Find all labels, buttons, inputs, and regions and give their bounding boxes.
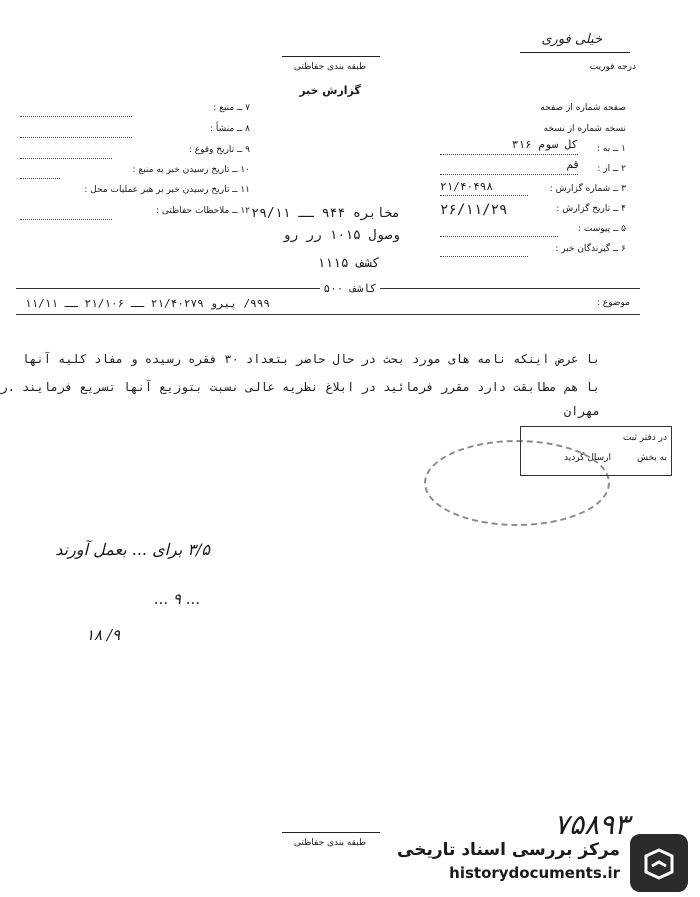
report-number-line [440, 195, 528, 196]
field-receipt-line [20, 178, 60, 179]
handwriting-line-2: ... ۹ ... [153, 590, 200, 608]
field-to: ۱ ــ به : [596, 144, 626, 154]
classification-line [282, 56, 380, 57]
classification-label: طبقه بندی حفاظتی [293, 62, 367, 72]
field-occurrence-date: ۹ ــ تاریخ وقوع : [188, 145, 250, 155]
typed-vosul: وصول ۱۰۱۵ رر رو [282, 228, 400, 243]
field-source-receipt-date: ۱۰ ــ تاریخ رسیدن خبر به منبع : [132, 165, 250, 175]
typed-ref-line: ۹۹۹/ پیرو ۲۱/۴۰۲۷۹ ــ ۲۱/۱۰۶ ــ ۱۱/۱۱ [24, 297, 270, 310]
field-attachment: ۵ ــ پیوست : [578, 224, 626, 234]
field-notes-line [20, 219, 112, 220]
registry-stamp [520, 426, 672, 476]
field-local-receipt-date: ۱۱ ــ تاریخ رسیدن خبر بر هبر عملیات محل : [84, 185, 250, 195]
footer-classification-label: طبقه بندی حفاظتی [293, 838, 367, 848]
field-recipients-line [440, 256, 528, 257]
copy-number-field: نسخه شماره از نسخه [543, 124, 626, 134]
handwriting-line-3: ۹/ ۱۸ [85, 626, 120, 644]
archive-logo-icon [630, 834, 688, 892]
typed-report-date: ۲۶/۱۱/۲۹ [440, 202, 508, 218]
field-source-line [20, 116, 132, 117]
urgency-underline [520, 52, 630, 53]
field-report-number: ۳ ــ شماره گزارش : [549, 184, 626, 194]
watermark-name: مرکز بررسی اسناد تاریخی [397, 840, 620, 860]
typed-from: قم [566, 158, 580, 171]
field-origin-line [20, 137, 132, 138]
field-security-notes: ۱۲ ــ ملاحظات حفاظتی : [155, 206, 250, 216]
handwriting-line-1: ۳/۵ برای ... بعمل آورند [55, 540, 210, 559]
field-from: ۲ ــ از : [597, 164, 626, 174]
field-occurrence-line [20, 158, 112, 159]
body-line-2: با هم مطابقت دارد مقرر فرمائید در ابلاغ نظریه عالی نسبت بتوزیع آنها تسریع فرمایند .ر [0, 380, 600, 394]
stamp-line-2: به بخش [637, 453, 667, 463]
signer-name: مهران [563, 404, 600, 418]
typed-report-number: ۲۱/۴۰۴۹۸ [440, 180, 493, 193]
stamp-line-1: در دفتر ثبت [622, 433, 667, 443]
field-report-date: ۴ ــ تاریخ گزارش : [556, 204, 626, 214]
stamp-line-3: ارسال گردید [563, 453, 611, 463]
to-line [440, 154, 578, 155]
watermark-url: historydocuments.ir [449, 864, 620, 882]
body-line-1: با عرض اینکه نامه های مورد بحث در حال حاضر بتعداد ۳۰ فقره رسیده و مفاد کلیه آنها [22, 352, 600, 366]
field-attachment-line [440, 236, 558, 237]
subject-label: موضوع : [596, 298, 630, 308]
from-line [440, 174, 578, 175]
footer-classification-line [282, 832, 380, 833]
priority-label: درجه فوریت [589, 62, 636, 72]
field-recipients: ۶ ــ گیرندگان خبر : [555, 244, 626, 254]
urgency-text: خیلی فوری [541, 32, 602, 47]
separator-bottom [16, 314, 640, 315]
typed-mokhabere: مخابره ۹۴۴ ــ ۲۹/۱۱ [251, 206, 400, 221]
typed-kashef: کاشف ۵۰۰ [320, 282, 380, 295]
page-title: گزارش خبر [299, 84, 361, 97]
field-origin: ۸ ــ منشأ : [209, 124, 250, 134]
typed-kashf: کشف ۱۱۱۵ [317, 256, 380, 271]
typed-to: کل سوم ۳۱۶ [511, 138, 578, 151]
field-source: ۷ ــ منبع : [213, 103, 250, 113]
handwritten-doc-number: ۷۵۸۹۳ [554, 808, 630, 841]
page-number-field: صفحه شماره از صفحه [540, 103, 626, 113]
